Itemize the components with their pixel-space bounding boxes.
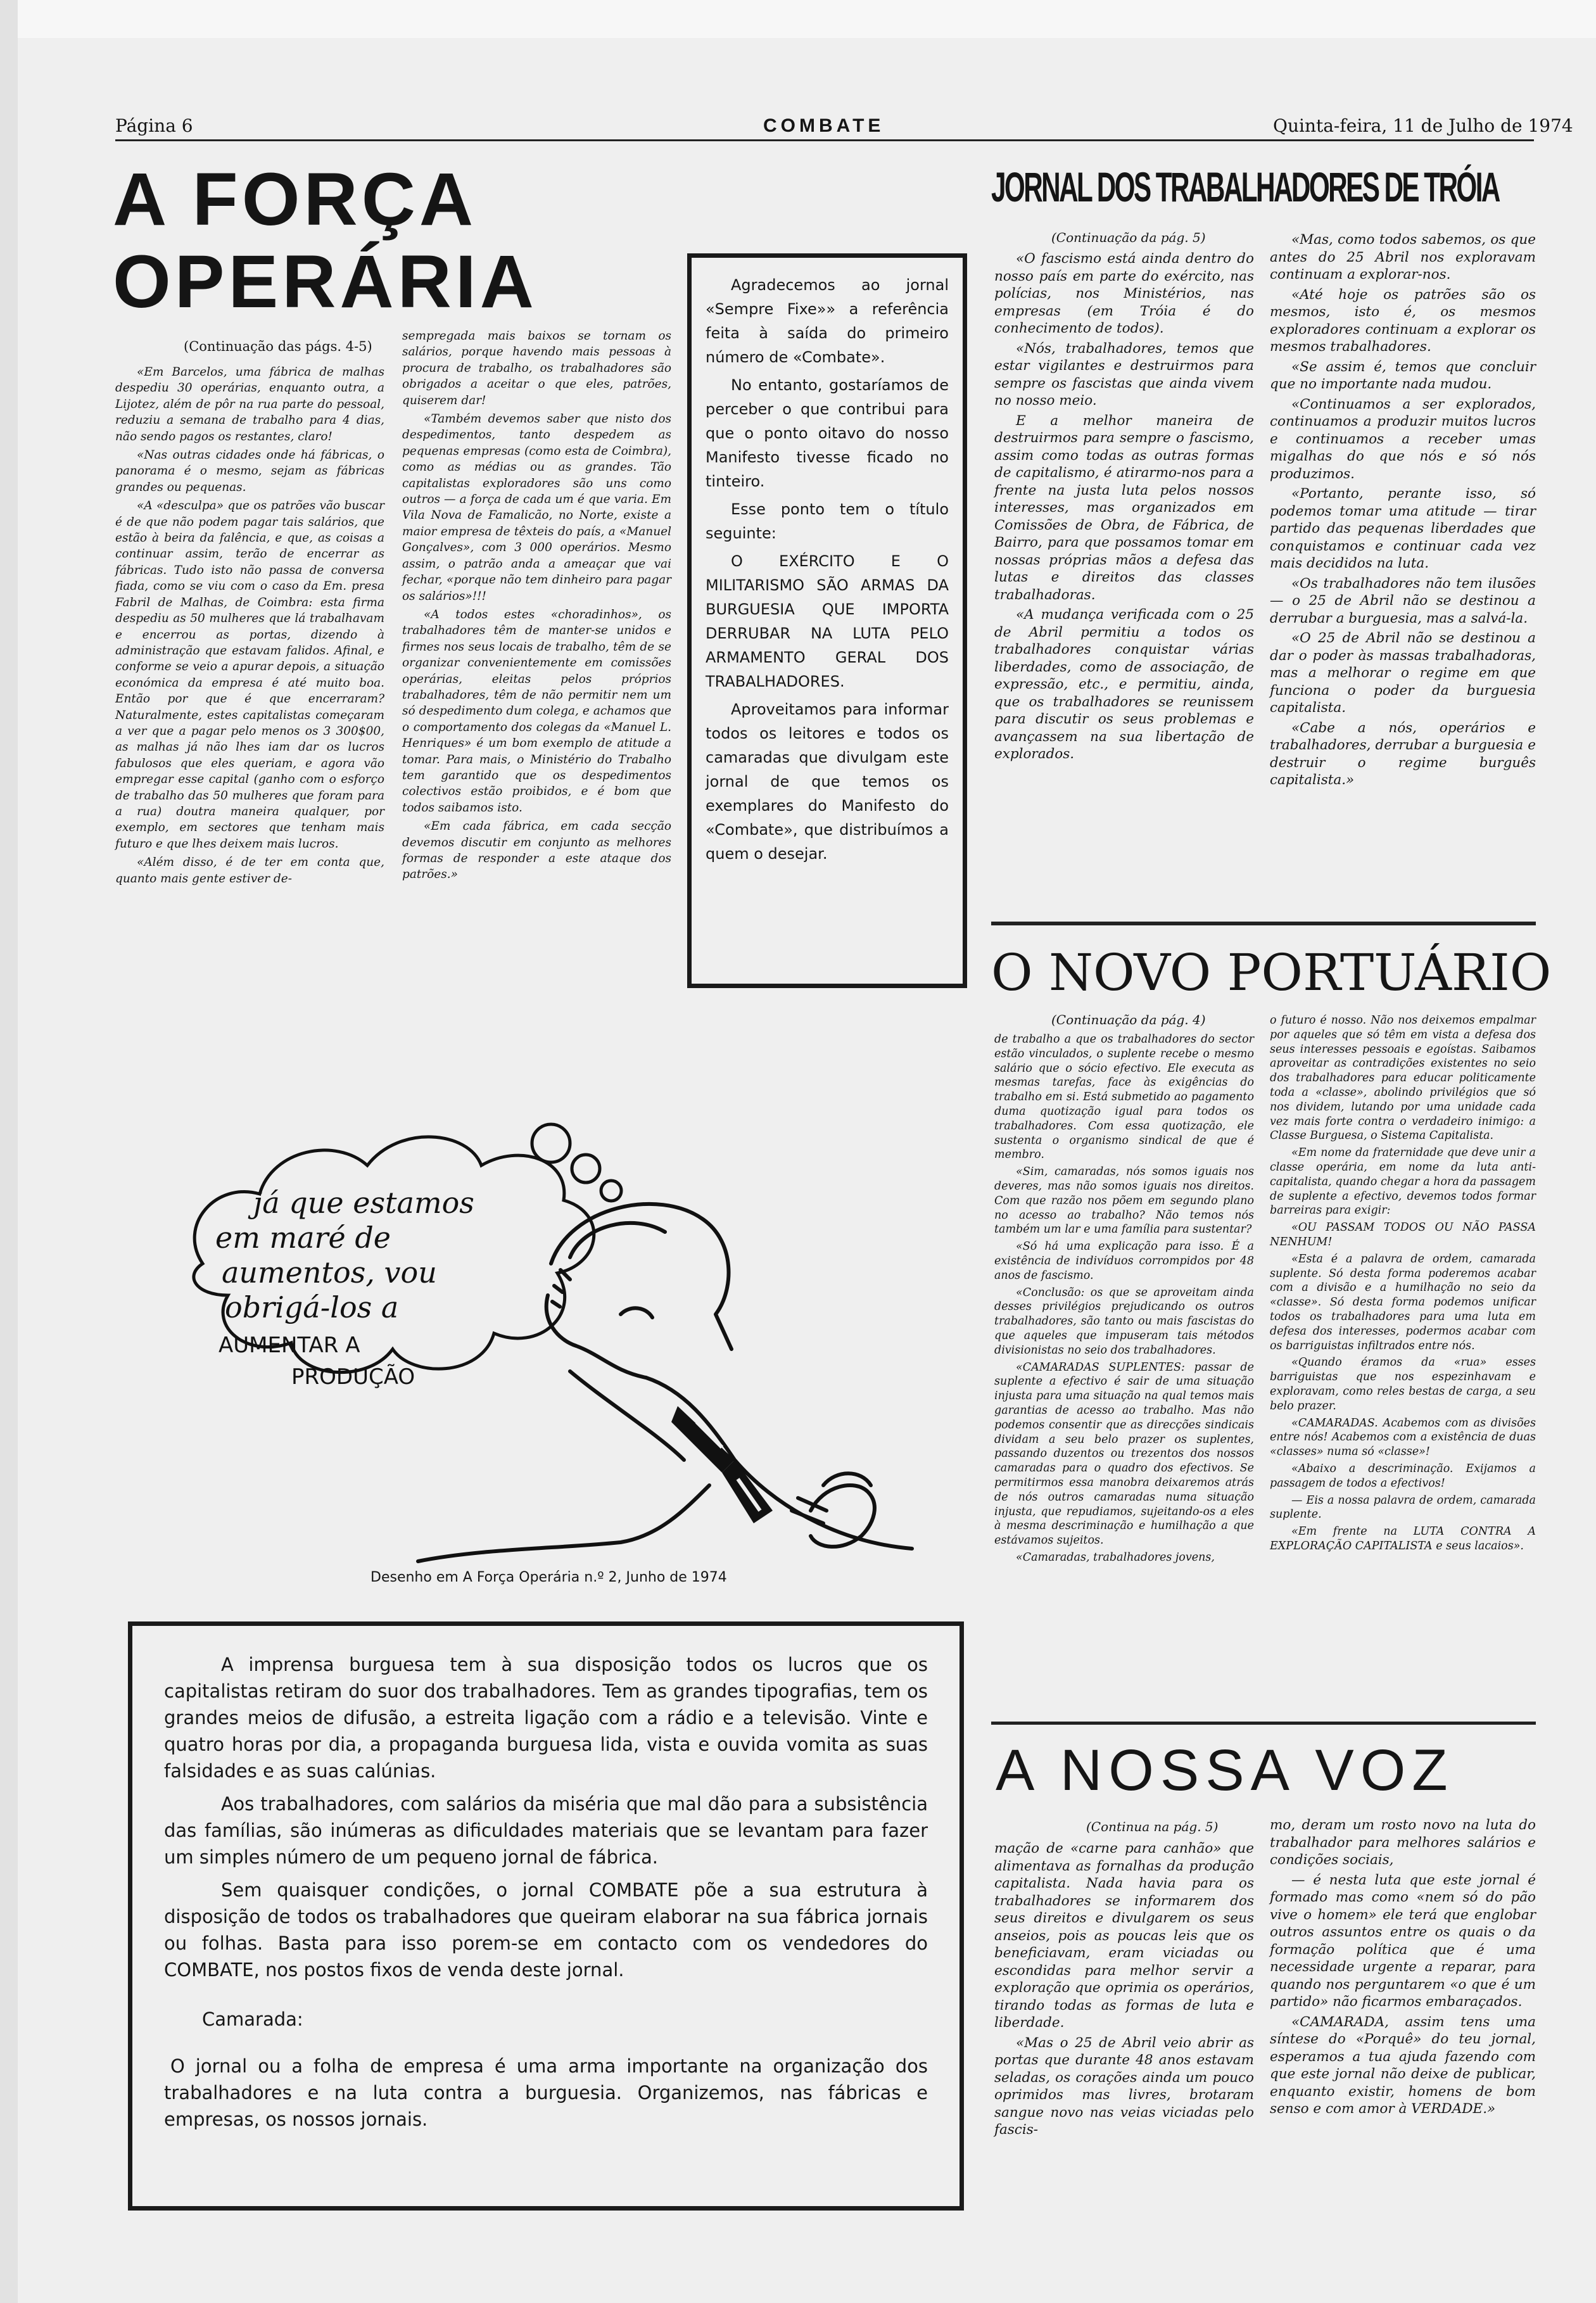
troia-paragraph: «Se assim é, temos que concluir que no importante nada mudou. <box>1270 358 1536 392</box>
troia-continuation: (Continuação da pág. 5) <box>1051 230 1206 245</box>
manifesto-point-eight: O EXÉRCITO E O MILITARISMO SÃO ARMAS DA BURGUESIA QUE IMPORTA DERRUBAR NA LUTA PELO ARMAMENTO GERAL DOS TRABALHADORES. <box>706 552 949 690</box>
troia-column-1 <box>994 250 1254 766</box>
portuario-paragraph: «Camaradas, trabalhadores jovens, <box>1016 1551 1215 1564</box>
portuario-rule <box>991 922 1536 925</box>
troia-column-2 <box>1270 231 1536 792</box>
header-rule <box>115 139 1534 141</box>
forca-paragraph: «Também devemos saber que nisto dos despedimentos, tanto despedem as pequenas empresas (como esta de Coimbra), como as médias ou as grandes. Tão capitalistas exploradores são uns como outros — a força de cada um é que varia. Em Vila Nova de Famalicão, no Norte, existe a maior empresa de têxteis do país, a «Manuel Gonçalves», com 3 000 operários. Mesmo assim, o patrão anda a ameaçar que vai fechar, «porque não tem dinheiro para pagar os salários»!!! <box>402 412 671 603</box>
voz-paragraph: «CAMARADA, assim tens uma síntese do «Porquê» do teu jornal, esperamos a tua ajuda fazendo com que este jornal não deixe de publicar, enquanto existir, homens de bom senso e com amor à VERDADE.» <box>1270 2014 1536 2117</box>
troia-paragraph: «Mas, como todos sabemos, os que antes do 25 Abril nos exploravam continuam a explorar-nos. <box>1270 232 1536 282</box>
voz-paragraph: «Mas o 25 de Abril veio abrir as portas que durante 48 anos estavam seladas, os corações ainda um pouco oprimidos mas livres, brotaram sangue novo nas veias viciadas pelo fascis- <box>994 2034 1254 2138</box>
imprensa-paragraph: Sem quaisquer condições, o jornal COMBATE põe a sua estrutura à disposição de todos os trabalhadores que queiram elaborar na sua fábrica jornais ou folhas. Basta para isso porem-se em contacto com os vendedores do COMBATE, nos postos fixos de venda deste jornal. <box>164 1879 928 1981</box>
speech-line: aumentos, vou <box>222 1255 437 1290</box>
portuario-paragraph: «Só há uma explicação para isso. É a existência de indivíduos corrompidos por 48 anos de fascismo. <box>994 1240 1254 1282</box>
imprensa-paragraph: A imprensa burguesa tem à sua disposição todos os lucros que os capitalistas retiram do suor dos trabalhadores. Tem as grandes tipografias, tem os grandes meios de difusão, a estreita ligação com a rádio e a televisão. Vinte e quatro horas por dia, a propaganda burguesa lida, vista e ouvida vomita as suas falsidades e as suas calúnias. <box>164 1654 928 1782</box>
portuario-column-2 <box>1270 1013 1536 1556</box>
portuario-title: O NOVO PORTUÁRIO <box>991 943 1552 1002</box>
cartoon-caption: Desenho em A Força Operária n.º 2, Junho de 1974 <box>370 1570 727 1585</box>
portuario-paragraph: «Esta é a palavra de ordem, camarada suplente. Só desta forma poderemos acabar com a divisão e a humilhação no seio da «classe». Só desta forma podemos unificar todos os trabalhadores para uma luta em defesa dos interesses, podermos acabar com os barriguistas infiltrados entre nós. <box>1270 1252 1536 1352</box>
imprensa-paragraph: Aos trabalhadores, com salários da miséria que mal dão para a subsistência das famílias, são inúmeras as dificuldades materiais que se levantam para fazer um simples número de um pequeno jornal de fábrica. <box>164 1793 928 1868</box>
troia-paragraph: «Nós, trabalhadores, temos que estar vigilantes e destruirmos para sempre os fascistas que ainda vivem no nosso meio. <box>994 340 1254 409</box>
voz-title: A NOSSA VOZ <box>996 1738 1454 1803</box>
page-number: Página 6 <box>115 115 193 136</box>
page-top-edge <box>0 0 1596 38</box>
cartoon-speech-caps <box>218 1333 415 1390</box>
troia-paragraph: «Cabe a nós, operários e trabalhadores, derrubar a burguesia e destruir o regime burguês capitalista.» <box>1270 720 1536 788</box>
forca-title-line2: OPERÁRIA <box>113 240 538 324</box>
voz-rule <box>991 1722 1536 1725</box>
page-left-shadow <box>0 0 18 2303</box>
forca-title-line1: A FORÇA <box>113 158 478 241</box>
forca-paragraph: «A todos estes «choradinhos», os trabalhadores têm de manter-se unidos e firmes nos seus locais de trabalho, têm de se organizar convenientemente em comissões operárias, eleitas pelos próprios trabalhadores, têm de não permitir nem um só despedimento dum colega, e achamos que o comportamento dos colegas da «Manuel L. Henriques» é um bom exemplo de atitude a tomar. Para mais, o Ministério do Trabalho tem garantido que os despedimentos colectivos estão proibidos, e é bom que todos saibamos isto. <box>402 607 671 815</box>
portuario-paragraph: «OU PASSAM TODOS OU NÃO PASSA NENHUM! <box>1270 1221 1536 1248</box>
portuario-paragraph: «CAMARADAS. Acabemos com as divisões entre nós! Acabemos com a existência de duas «classes» numa só «classe»! <box>1270 1416 1536 1459</box>
voz-column-2 <box>1270 1817 1536 2121</box>
speech-line: PRODUÇÃO <box>291 1364 415 1390</box>
cartoon-drawing <box>165 1105 975 1574</box>
troia-paragraph: «Portanto, perante isso, só podemos tomar uma atitude — tirar partido das pequenas liberdades que conquistamos e continuar cada vez mais decididos na luta. <box>1270 486 1536 571</box>
voz-paragraph: mação de «carne para canhão» que alimentava as fornalhas da produção capitalista. Nada havia para os trabalhadores se informarem dos seus direitos e divulgarem os seus anseios, pois as poucas leis que os beneficiavam, eram viciadas ou escondidas para melhor servir a exploração que oprimia os operários, tirando todas as formas de luta e liberdade. <box>994 1841 1254 2031</box>
voz-paragraph: mo, deram um rosto novo na luta do trabalhador para melhores salários e condições sociais, <box>1270 1817 1536 1868</box>
troia-title: JORNAL DOS TRABALHADORES DE TRÓIA <box>991 163 1499 210</box>
forca-paragraph: «Em Barcelos, uma fábrica de malhas despediu 30 operárias, enquanto outra, a Lijotez, além de pôr na rua parte do pessoal, reduziu a semana de trabalho para 4 dias, não sendo pagos os restantes, claro! <box>115 365 384 443</box>
speech-line: obrigá-los a <box>225 1290 399 1324</box>
portuario-paragraph: «Sim, camaradas, nós somos iguais nos deveres, mas não somos iguais nos direitos. Com que razão nos põem em segundo plano no acesso ao trabalho? Não temos nós também um lar e uma família para sustentar? <box>994 1165 1254 1236</box>
forca-paragraph: «A «desculpa» que os patrões vão buscar é de que não podem pagar tais salários, que estão à beira da falência, e que, as coisas a continuar assim, terão de encerrar as fábricas. Tudo isto não passa de conversa fiada, como se viu com o caso da Em. presa Fabril de Malhas, de Coimbra: esta firma despediu as 50 mulheres que lá trabalhavam e encerrou as portas, dizendo à administração que estavam falidos. Afinal, e conforme se veio a apurar depois, a situação económica da empresa é até muito boa. Então por que é que encerraram? Naturalmente, estes capitalistas começaram a ver que a pagar pelo menos os 3 300$00, as malhas já não lhes iam dar os lucros fabulosos que eles queriam, e agora vão empregar esse capital (ganho com o esforço de trabalho das 50 mulheres que foram para a rua) doutra maneira qualquer, por exemplo, em sectores que tenham mais futuro e que lhes deixem mais lucros. <box>115 499 384 851</box>
imprensa-notice-box <box>128 1621 964 2211</box>
voz-column-1 <box>994 1840 1254 2141</box>
troia-paragraph: «O 25 de Abril não se destinou a dar o poder às massas trabalhadoras, mas a melhorar o regime em que funciona o poder da burguesia capitalista. <box>1270 630 1536 716</box>
speech-line: em maré de <box>215 1221 391 1255</box>
forca-column-1 <box>115 364 384 889</box>
notice-paragraph: Agradecemos ao jornal «Sempre Fixe»» a referência feita à saída do primeiro número de «Combate». <box>706 276 949 366</box>
portuario-column-1 <box>994 1032 1254 1568</box>
troia-paragraph: «O fascismo está ainda dentro do nosso país em parte do exército, nas polícias, nos Ministérios, nas empresas (em Tróia é do conhecimento de todos). <box>994 251 1254 336</box>
portuario-continuation: (Continuação da pág. 4) <box>1051 1012 1206 1027</box>
newspaper-name: COMBATE <box>763 115 885 136</box>
imprensa-salutation: Camarada: <box>202 2008 303 2030</box>
forca-paragraph: sempregada mais baixos se tornam os salários, porque havendo mais pessoas à procura de trabalho, os trabalhadores são obrigados a aceitar o que eles, patrões, quiserem dar! <box>402 329 671 407</box>
speech-line: AUMENTAR A <box>218 1333 360 1358</box>
sempre-fixe-notice-box <box>687 253 967 988</box>
portuario-paragraph: de trabalho a que os trabalhadores do sector estão vinculados, o suplente recebe o mesmo salário que o sócio efectivo. Ele executa as mesmas tarefas, face às exigências do trabalho em si. Está submetido ao pagamento duma quotização igual para todos os trabalhadores. Com essa quotização, ele sustenta o organismo sindical de que é membro. <box>994 1033 1254 1162</box>
notice-paragraph: Aproveitamos para informar todos os leitores e todos os camaradas que divulgam este jornal de que temos os exemplares do Manifesto do «Combate», que distribuímos a quem o desejar. <box>706 701 949 863</box>
portuario-paragraph: «Quando éramos da «rua» esses barriguistas que nos espezinhavam e exploravam, como reles bestas de carga, a seu belo prazer. <box>1270 1356 1536 1412</box>
speech-line: já que estamos <box>253 1186 474 1220</box>
forca-paragraph: «Além disso, é de ter em conta que, quanto mais gente estiver de- <box>115 856 384 885</box>
portuario-paragraph: «Em frente na LUTA CONTRA A EXPLORAÇÃO CAPITALISTA e seus lacaios». <box>1270 1525 1536 1552</box>
troia-paragraph: «Continuamos a ser explorados, continuamos a produzir muitos lucros e continuamos a receber umas migalhas do que nós e só nós produzimos. <box>1270 396 1536 482</box>
voz-paragraph: — é nesta luta que este jornal é formado mas como «nem só do pão vive o homem» ele terá que englobar outros assuntos entre os quais o da formação política que é uma necessidade urgente a reparar, para quando nos perguntarem «o que é um partido» não ficarmos embaraçados. <box>1270 1872 1536 2010</box>
portuario-paragraph: «Em nome da fraternidade que deve unir a classe operária, em nome da luta anti-capitalista, quando chegar a hora da passagem de suplente a efectivo, devemos todos formar barreiras para exigir: <box>1270 1146 1536 1217</box>
cartoon-speech <box>215 1186 474 1324</box>
forca-column-2 <box>402 328 671 885</box>
voz-continuation: (Continua na pág. 5) <box>1086 1819 1219 1834</box>
troia-paragraph: «Até hoje os patrões são os mesmos, isto é, os mesmos exploradores continuam a explorar os mesmos trabalhadores. <box>1270 286 1536 355</box>
troia-paragraph: E a melhor maneira de destruirmos para sempre o fascismo, assim como todas as outras formas de capitalismo, é atirarmo-nos para a frente na justa luta pelos nossos interesses, mas organizados em Comissões de Obra, de Fábrica, de Bairro, para que possamos tomar em nossas próprias mãos a defesa das lutas e direitos das classes trabalhadoras. <box>994 412 1254 603</box>
portuario-paragraph: «Conclusão: os que se aproveitam ainda desses privilégios prejudicando os outros trabalhadores, são tanto ou mais fascistas do que aqueles que impuseram tais métodos divisionistas no seio dos trabalhadores. <box>994 1286 1254 1357</box>
forca-paragraph: «Nas outras cidades onde há fábricas, o panorama é o mesmo, sejam as fábricas grandes ou pequenas. <box>115 448 384 494</box>
notice-paragraph: No entanto, gostaríamos de perceber o que contribui para que o ponto oitavo do nosso Manifesto tivesse ficado no tinteiro. <box>706 376 949 490</box>
troia-paragraph: «A mudança verificada com o 25 de Abril permitiu a todos os trabalhadores conquistar várias liberdades, como de associação, de expressão, etc., e permitiu, ainda, que os trabalhadores se reunissem para discutir os seus problemas e avançassem na sua libertação de explorados. <box>994 607 1254 762</box>
imprensa-paragraph: O jornal ou a folha de empresa é uma arma importante na organização dos trabalhadores e na luta contra a burguesia. Organizemos, nas fábricas e empresas, os nossos jornais. <box>164 2055 928 2130</box>
man-figure <box>418 1204 912 1561</box>
forca-paragraph: «Em cada fábrica, em cada secção devemos discutir em conjunto as melhores formas de responder a este ataque dos patrões.» <box>402 820 671 882</box>
portuario-paragraph: — Eis a nossa palavra de ordem, camarada suplente. <box>1270 1494 1536 1521</box>
portuario-paragraph: «CAMARADAS SUPLENTES: passar de suplente a efectivo é sair de uma situação injusta para uma situação na qual temos mais garantias de acesso ao trabalho. Mas não podemos consentir que as direcções sindicais dividam a seu belo prazer os suplentes, passando duzentos ou trezentos dos nossos camaradas para o quadro dos efectivos. Se permitirmos essa manobra deixaremos atrás de nós outros camaradas numa situação injusta, que repudiamos, sujeitando-os a eles à mesma descriminação e humilhação a que estávamos sujeitos. <box>994 1361 1254 1547</box>
issue-date: Quinta-feira, 11 de Julho de 1974 <box>1273 115 1573 136</box>
notice-paragraph: Esse ponto tem o título seguinte: <box>706 500 949 542</box>
troia-paragraph: «Os trabalhadores não tem ilusões — o 25 de Abril não se destinou a derrubar a burguesia, mas a salvá-la. <box>1270 575 1536 626</box>
portuario-paragraph: o futuro é nosso. Não nos deixemos empalmar por aqueles que só têm em vista a defesa dos seus interesses pessoais e egoístas. Saibamos aproveitar as contradições existentes no seio dos trabalhadores para educar politicamente toda a «classe», abolindo privilégios que só nos dividem, lutando por uma unidade cada vez mais forte contra o verdadeiro inimigo: a Classe Burguesa, o Sistema Capitalista. <box>1270 1014 1536 1143</box>
portuario-paragraph: «Abaixo a descriminação. Exijamos a passagem de todos a efectivos! <box>1270 1462 1536 1490</box>
forca-continuation: (Continuação das págs. 4-5) <box>184 339 372 354</box>
